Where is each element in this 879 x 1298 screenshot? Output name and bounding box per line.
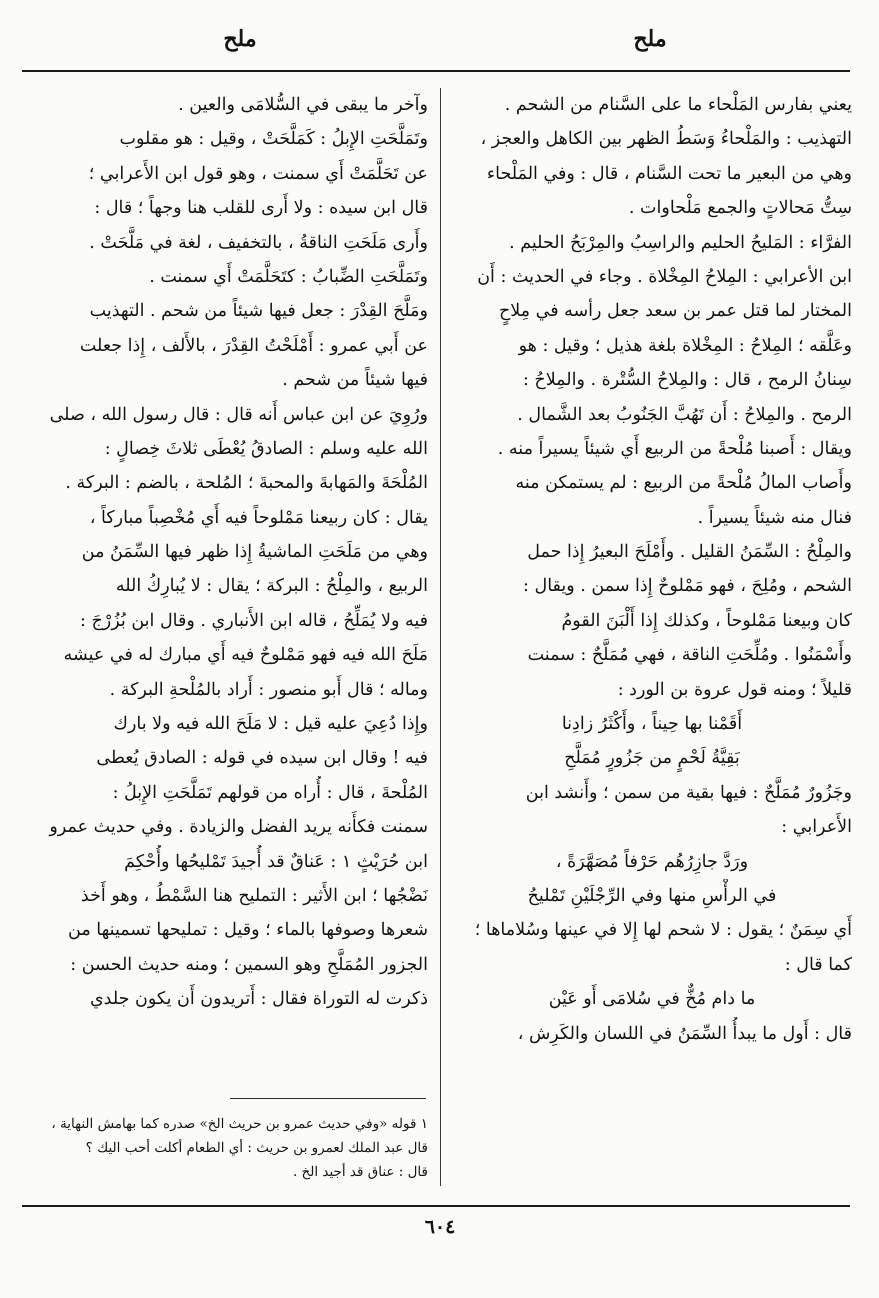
header-rule [22, 70, 850, 72]
text-line: الربيع ، والمِلْحُ : البركة ؛ يقال : لا يُبارِكُ الله [115, 576, 428, 597]
text-line: سِنانُ الرمح ، قال : والمِلاحُ السُّتْرة . والمِلاحُ : [522, 370, 852, 391]
footnote-rule [230, 1098, 426, 1099]
verse-line: ورَدَّ جازِرُهُم حَرْفاً مُصَهَّرَةً ، [555, 851, 749, 872]
text-line: ابن الأعرابي : المِلاحُ المِخْلاة . وجاء في الحديث : أَن [477, 266, 852, 287]
text-line: وهي من البعير ما تحت السَّنام ، قال : وفي المَلْحاء [486, 163, 852, 184]
text-line: ويقال : أَصبنا مُلْحةً من الربيع أَي شيئاً يسيراً منه . [497, 438, 852, 459]
text-line: وتَمَلَّحَتِ الإِبلُ : كَمَلَّحَتْ ، وقيل : هو مقلوب [119, 129, 428, 150]
verse-line: أَقَمْنا بها حِيناً ، وأَكْثَرُ زادِنا [561, 714, 743, 735]
text-line: الشحم ، ومُلِحَ ، فهو مَمْلوحٌ إِذا سمن . ويقال : [523, 576, 852, 597]
text-line: الجزور المُمَلَّحِ وهو السمين ؛ ومنه حديث الحسن : [70, 954, 428, 975]
text-line: عن تَحَلَّمَتْ أَي سمنت ، وهو قول ابن الأَعرابي ؛ [88, 163, 428, 184]
text-line: قال ابن سيده : ولا أَرى للقلب هنا وجهاً ؛ قال : [94, 198, 428, 219]
verse-line: ما دام مُخٌّ في سُلامَى أَو عَيْن [548, 989, 756, 1010]
text-line: فنال منه شيئاً يسيراً . [697, 507, 852, 528]
text-line: يقال : كان ربيعنا مَمْلوحاً فيه أَي مُخْصِباً مباركاً ، [89, 507, 428, 528]
text-line: وأَصاب المالُ مُلْحةً من الربيع : لم يستمكن منه [515, 473, 852, 494]
text-line: ورُوِيَ عن ابن عباس أَنه قال : قال رسول الله ، صلى [49, 404, 428, 425]
text-line: كان وبيعنا مَمْلوحاً ، وكذلك إِذا أَلْبَنَ القومُ [561, 610, 852, 631]
text-line: ذكرت له التوراة فقال : أَتريدون أَن يكون جلدي [89, 989, 428, 1010]
text-line: وماله ؛ قال أَبو منصور : أَراد بالمُلْحةِ البركة . [109, 679, 428, 700]
verse-line: في الرأْسِ منها وفي الرِّجْلَيْنِ تَمْليحُ [527, 885, 777, 906]
text-line: الأَعرابي : [781, 817, 852, 838]
text-line: أَي سِمَنٌ ؛ يقول : لا شحم لها إِلا في عينها وسُلاماها ؛ [474, 920, 852, 941]
text-line: الرمح . والمِلاحُ : أَن تَهُبَّ الجَنُوبُ بعد الشَّمال . [517, 404, 852, 425]
text-line: الفرَّاء : المَليحُ الحليم والراسِبُ والمِرْبَحُ الحليم . [509, 232, 852, 253]
text-line: سِتُّ مَحالاتٍ والجمع مَلْحاوات . [628, 198, 852, 219]
text-line: عن أَبي عمرو : أَمْلَحْتُ القِدْرَ ، بالأَلف ، إِذا جعلت [79, 335, 428, 356]
verse-line: بَقِيَّةُ لَحْمٍ من جَزُورٍ مُمَلَّحِ [564, 748, 740, 769]
running-head-left: ملح [223, 26, 257, 52]
text-line: فيها شيئاً من شحم . [282, 370, 428, 391]
text-line: وأَسْمَنُوا . ومُلِّحَتِ الناقة ، فهي مُمَلَّحٌ : سمنت [527, 645, 852, 666]
page-number: ٦٠٤ [424, 1216, 456, 1238]
left-column [18, 88, 428, 1017]
text-line: وتَمَلَّحَتِ الضِّبابُ : كتَحَلَّمَتْ أَي سمنت . [149, 266, 428, 287]
text-line: يعني بفارس المَلْحاء ما على السَّنام من الشحم . [504, 95, 852, 115]
text-line: ومَلَّحَ القِدْرَ : جعل فيها شيئاً من شحم . التهذيب [89, 301, 428, 322]
footnote-line: ١ قوله «وفي حديث عمرو بن حريث الخ» صدره كما بهامش النهاية ، [51, 1116, 428, 1132]
text-line: فيه ! وقال ابن سيده في قوله : الصادق يُعطى [96, 748, 428, 769]
text-line: المختار لما قتل عمر بن سعد جعل رأسه في مِلاحٍ [498, 301, 852, 322]
text-line: فيه ولا يُمَلِّحُ ، قاله ابن الأَنباري . وقال ابن بُزُرْجَ : [80, 610, 428, 631]
text-line: كما قال : [784, 954, 852, 975]
footnote-line: قال عبد الملك لعمرو بن حريث : أي الطعام أكلت أحب اليك ؟ [85, 1140, 428, 1156]
footer-rule [22, 1205, 850, 1207]
text-line: وجَزُورٌ مُمَلَّحٌ : فيها بقية من سمن ؛ وأَنشد ابن [525, 782, 852, 803]
text-line: المُلْحَةَ والمَهابةَ والمحبةَ ؛ المُلحة ، بالضم : البركة . [65, 473, 428, 494]
text-line: وعَلَّقه ؛ المِلاحُ : المِخْلاة بلغة هذيل ؛ وقيل : هو [518, 335, 852, 356]
running-head-right: ملح [633, 26, 667, 52]
text-line: المُلْحةَ ، قال : أُراه من قولهم تَمَلَّحَتِ الإِبلُ : [112, 782, 428, 803]
text-line: نَضْجُها ؛ ابن الأَثير : التمليح هنا السَّمْطُ ، وهو أَخذ [80, 885, 428, 906]
text-line: سمنت فكأَنه يريد الفضل والزيادة . وفي حديث عمرو [49, 817, 428, 838]
text-line: والمِلْحُ : السِّمَنُ القليل . وأَمْلَحَ البعيرُ إِذا حمل [527, 542, 852, 563]
text-line: قال : أَول ما يبدأُ السِّمَنُ في اللسان والكَرِش ، [517, 1023, 852, 1044]
footnote-line: قال : عناق قد أجيد الخ . [292, 1164, 428, 1180]
text-line: التهذيب : والمَلْحاءُ وَسَطُ الظهر بين الكاهل والعجز ، [480, 129, 852, 150]
text-line: ابن حُرَيْثٍ ١ : عَناقٌ قد أُجيدَ تَمْليحُها وأُحْكِمَ [124, 851, 428, 872]
text-line: مَلَحَ الله فيه فهو مَمْلوحٌ فيه أَي مبارك له في عيشه [63, 645, 428, 666]
text-line: وأَرى مَلَحَتِ الناقةُ ، بالتخفيف ، لغة في مَلَّحَتْ . [89, 232, 428, 253]
text-line: قليلاً ؛ ومنه قول عروة بن الورد : [617, 679, 852, 700]
text-line: وإِذا دُعِيَ عليه قيل : لا مَلَحَ الله فيه ولا بارك [113, 714, 428, 735]
text-line: الله عليه وسلم : الصادقُ يُعْطَى ثلاثَ خِصالٍ : [104, 438, 428, 459]
text-line: وآخر ما يبقى في السُّلامَى والعين . [178, 95, 428, 115]
text-line: وهي من مَلَحَتِ الماشيةُ إِذا ظهر فيها السِّمَنُ من [81, 542, 428, 563]
footnotes [18, 1112, 428, 1184]
text-line: شعرها وصوفها بالماء ؛ وقيل : تمليحها تسمينها من [68, 920, 428, 941]
column-divider [440, 88, 441, 1186]
right-column [452, 88, 852, 1051]
